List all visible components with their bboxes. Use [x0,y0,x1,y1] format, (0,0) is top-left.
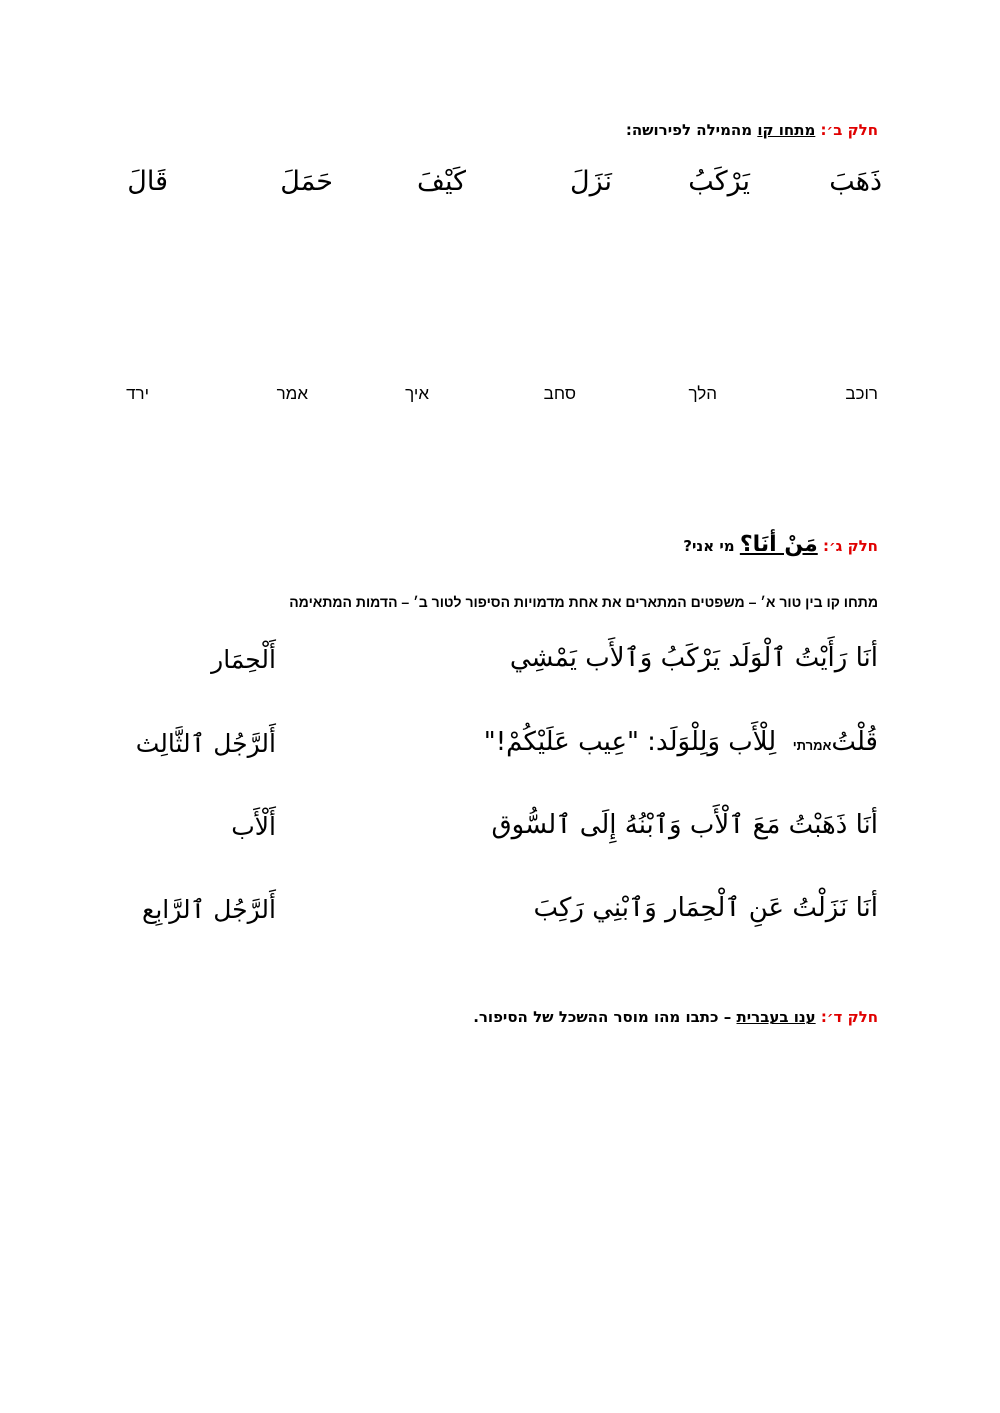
part-d-instruction: – כתבו מהו מוסר ההשכל של הסיפור. [473,1008,732,1026]
sentence-2-inline-hebrew: אמרתי [792,738,832,753]
sentence-4: أنَا نَزَلْتُ عَنِ ٱلْحِمَار وَٱبْنِي رَكِبَ [533,893,878,923]
part-b-label: חלק ב׳: [820,121,878,139]
part-c-instruction: מתחו קו בין טור א׳ – משפטים המתארים את אחת מדמויות הסיפור לטור ב׳ – הדמות המתאימה [289,594,878,610]
hebrew-word: אמר [276,384,308,403]
character-1: أَلْحِمَار [211,645,276,674]
part-c-title-arabic: مَنْ أنَا؟ [739,532,818,557]
hebrew-word: הלך [688,384,717,403]
arabic-word: حَمَلَ [280,166,333,197]
character-4: أَلرَّجُل ٱلرَّابِع [142,895,276,924]
arabic-word: نَزَلَ [569,166,612,197]
arabic-word: يَرْكَبُ [688,166,750,197]
part-c-title-hebrew: מי אני? [683,537,735,555]
character-3: أَلْأَب [231,812,276,841]
part-b-instruction: מהמילה לפירושה: [625,121,753,139]
sentence-2 [484,727,878,757]
sentence-1: أنَا رَأَيْتُ ٱلْوَلَد يَرْكَبُ وَٱلأَب يَمْشِي [509,643,878,673]
hebrew-word: רוכב [845,384,878,403]
part-d-heading [473,1008,878,1026]
part-c-label: חלק ג׳: [822,537,878,555]
sentence-2-text: لِلْأَب وَلِلْوَلَد: "عِيب عَلَيْكُمْ!" [483,727,777,757]
hebrew-word: סחב [543,384,576,403]
part-d-instruction-underlined: ענו בעברית [736,1008,816,1026]
part-d-label: חלק ד׳: [820,1008,878,1026]
sentence-2-pre: قُلْتُ [831,727,878,757]
hebrew-word: ירד [126,384,149,403]
part-c-heading [683,532,878,557]
hebrew-word: איך [405,384,429,403]
part-b-heading [626,121,878,139]
part-b-instruction-underlined: מתחו קו [757,121,816,139]
arabic-word: قَالَ [127,166,168,197]
arabic-word: ذَهَبَ [829,166,882,197]
arabic-word: كَيْفَ [417,166,466,197]
sentence-3: أنَا ذَهَبْتُ مَعَ ٱلْأَب وَٱبْنُهُ إِلَى ٱلسُّوق [491,810,878,840]
character-2: أَلرَّجُل ٱلثَّالِث [135,729,276,758]
